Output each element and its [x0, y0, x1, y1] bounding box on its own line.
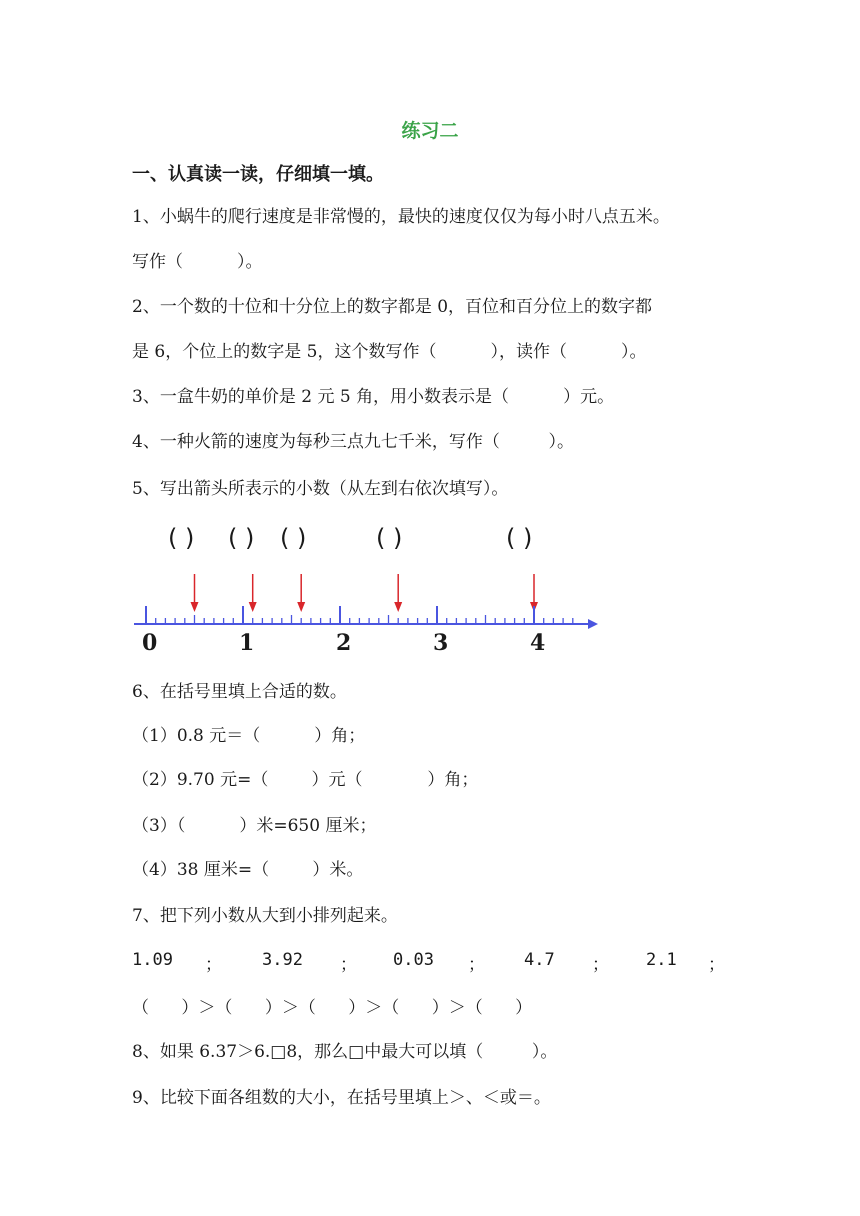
question-2-line-2: 是 6，个位上的数字是 5，这个数写作（ ），读作（ ）。	[132, 342, 647, 362]
q7-separator-3: ；	[468, 955, 485, 975]
question-7-stem: 7、把下列小数从大到小排列起来。	[132, 906, 398, 926]
question-1-line-2: 写作（ ）。	[132, 252, 263, 272]
question-3: 3、一盒牛奶的单价是 2 元 5 角，用小数表示是（ ）元。	[132, 387, 615, 407]
number-line-label: 1	[239, 630, 255, 656]
question-6-item-3: （3）（ ）米=650 厘米；	[132, 816, 377, 836]
number-line-figure	[132, 516, 612, 662]
q7-separator-5: ；	[708, 955, 725, 975]
question-4: 4、一种火箭的速度为每秒三点九七千米，写作（ ）。	[132, 432, 574, 452]
question-9: 9、比较下面各组数的大小，在括号里填上＞、＜或＝。	[132, 1088, 551, 1108]
q7-separator-1: ；	[205, 955, 222, 975]
number-line-arrow-head	[297, 602, 305, 612]
q7-number-3: 0.03	[393, 950, 434, 970]
number-line-arrow-head	[394, 602, 402, 612]
number-line-label: 2	[336, 630, 352, 656]
q7-number-4: 4.7	[524, 950, 555, 970]
number-line-answer-bracket: ( )	[168, 524, 195, 552]
number-line-label: 3	[433, 630, 449, 656]
number-line-svg	[132, 516, 612, 662]
number-line-arrowhead	[588, 619, 598, 629]
number-line-label: 4	[530, 630, 546, 656]
question-6-item-4: （4）38 厘米=（ ）米。	[132, 860, 364, 880]
question-5: 5、写出箭头所表示的小数（从左到右依次填写）。	[132, 479, 509, 499]
q7-number-5: 2.1	[646, 950, 677, 970]
worksheet-title: 练习二	[401, 120, 459, 142]
question-1-line-1: 1、小蜗牛的爬行速度是非常慢的，最快的速度仅仅为每小时八点五米。	[132, 207, 670, 227]
question-6-item-2: （2）9.70 元=（ ）元（ ）角；	[132, 770, 479, 790]
q7-number-1: 1.09	[132, 950, 173, 970]
question-8: 8、如果 6.37＞6.□8，那么□中最大可以填（ ）。	[132, 1042, 558, 1062]
question-6-stem: 6、在括号里填上合适的数。	[132, 682, 347, 702]
q7-order-row: （ ）＞（ ）＞（ ）＞（ ）＞（ ）	[132, 998, 533, 1018]
q7-separator-4: ；	[592, 955, 609, 975]
question-6-item-1: （1）0.8 元＝（ ）角；	[132, 726, 366, 746]
number-line-answer-bracket: ( )	[376, 524, 403, 552]
number-line-arrow-head	[191, 602, 199, 612]
number-line-arrow-head	[249, 602, 257, 612]
number-line-label: 0	[142, 630, 158, 656]
q7-separator-2: ；	[340, 955, 357, 975]
number-line-answer-bracket: ( )	[280, 524, 307, 552]
question-2-line-1: 2、一个数的十位和十分位上的数字都是 0，百位和百分位上的数字都	[132, 297, 653, 317]
number-line-answer-bracket: ( )	[506, 524, 533, 552]
q7-number-2: 3.92	[262, 950, 303, 970]
number-line-answer-bracket: ( )	[228, 524, 255, 552]
section-heading: 一、认真读一读，仔细填一填。	[132, 164, 384, 185]
